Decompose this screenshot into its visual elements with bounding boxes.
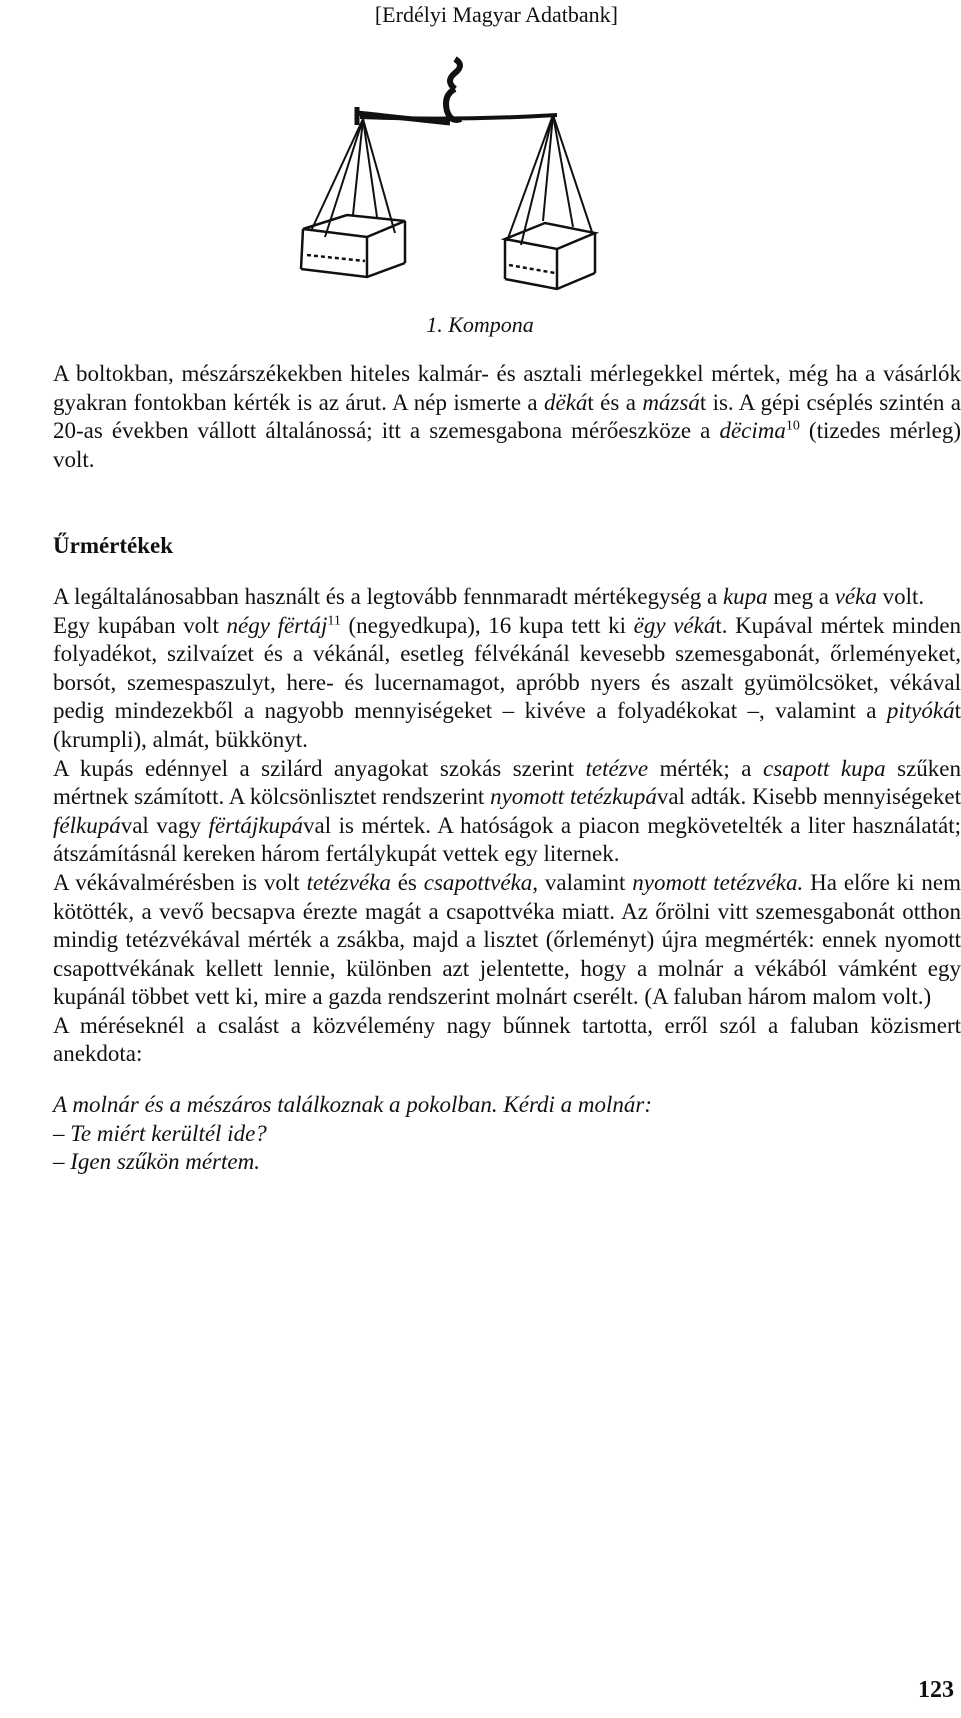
- section-heading: Űrmértékek: [53, 533, 174, 559]
- paragraph-scales: A boltokban, mészárszékekben hiteles kalmár- és asztali mérlegekkel mértek, még ha a vásárlók gyakran fontokban kérték is az árut. A nép ismerte a dëkát és a mázsát is. A gépi cséplés szintén a 20-as években vállott általánossá; itt a szemesgabona mérőeszköze a dëcima$^{10}$ (tizedes mérleg) volt.: [53, 361, 961, 472]
- dialog-line: – Igen szűkön mértem.: [53, 1149, 260, 1175]
- main-text: [53, 360, 961, 1177]
- source-label: [Erdélyi Magyar Adatbank]: [374, 2, 618, 27]
- footnote-ref-10: 10: [785, 418, 800, 434]
- kompona-balance-illustration: [95, 55, 635, 315]
- figure-caption: 1. Kompona: [426, 312, 534, 337]
- footnote-ref-11: 11: [327, 612, 341, 628]
- paragraph-kupa: Egy kupában volt négy fërtáj$^{11}$ (negyedkupa), 16 kupa tett ki ëgy vékát. Kupával mértek minden folyadékot, szilvaízet és a vékánál, esetleg félvékánál kevesebb szemesgabonát, őrleményeket, borsót, szemespaszulyt, here- és lucernamagot, apróbb nyers és aszalt gyümölcsöket, vékával pedig mindezekből a nagyobb mennyiségeket – kivéve a folyadékokat –, valamint a pityókát (krumpli), almát, bükkönyt.: [53, 612, 961, 752]
- dialog-line: A molnár és a mészáros találkoznak a pokolban. Kérdi a molnár:: [53, 1092, 653, 1118]
- anecdote-dialog: [53, 1091, 961, 1177]
- paragraph-anecdote-intro: A méréseknél a csalást a közvélemény nagy bűnnek tartotta, erről szól a faluban közismert anekdota:: [53, 1012, 961, 1067]
- page-number: 123: [918, 1677, 954, 1703]
- page-header: [0, 0, 960, 40]
- paragraph-kupa-measuring: A kupás edénnyel a szilárd anyagokat szokás szerint tetézve mérték; a csapott kupa szűken mértnek számított. A kölcsönlisztet rendszerint nyomott tetézkupával adták. Kisebb mennyiségeket félkupával vagy fërtájkupával is mértek. A hatóságok a piacon megkövetelték a liter használatát; átszámításnál kereken három fertálykupát vettek egy liternek.: [53, 755, 961, 867]
- dialog-line: – Te miért kerültél ide?: [53, 1120, 267, 1146]
- paragraph-veka: A vékávalmérésben is volt tetézvéka és csapottvéka, valamint nyomott tetézvéka. Ha előre ki nem kötötték, a vevő becsapva érezte magát a csapottvéka miatt. Az őrölni vitt szemesgabonát otthon mindig tetézvékával mérték a zsákba, majd a lisztet (őrleményt) újra megmérték: ennek nyomott csapottvékának kellett lennie, különben azt jelentette, hogy a molnár a vékából vámként egy kupánál többet vett ki, mire a gazda rendszerint molnárt cserélt. (A faluban három malom volt.): [53, 869, 961, 1010]
- paragraph-units: A legáltalánosabban használt és a legtovább fennmaradt mértékegység a kupa meg a véka volt.: [53, 583, 925, 609]
